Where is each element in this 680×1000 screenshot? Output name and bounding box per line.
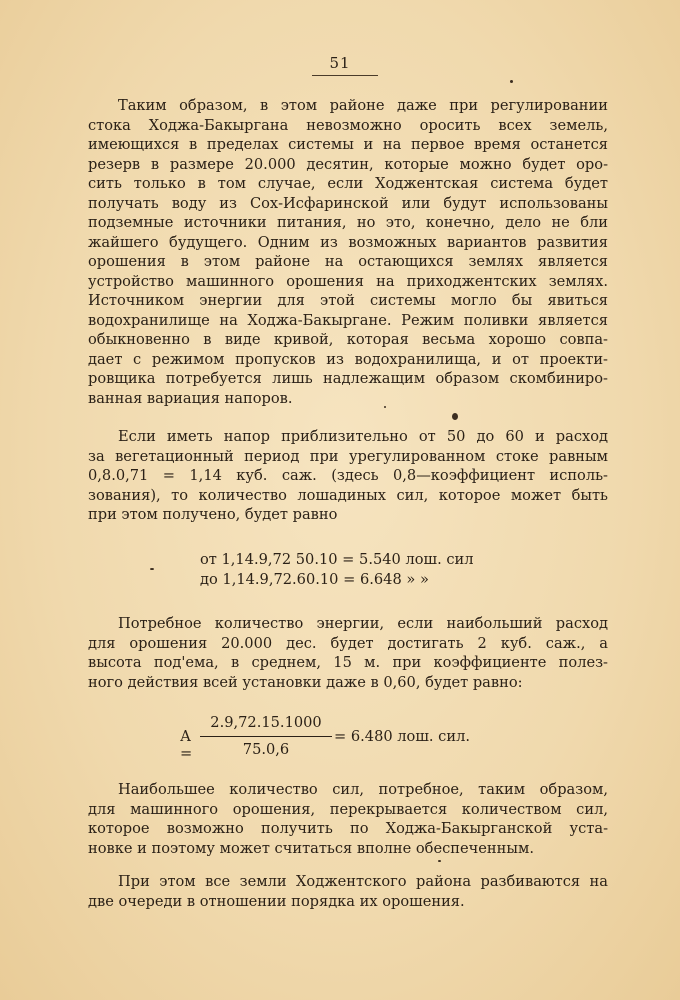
text-line: для машинного орошения, перекрывается количеством сил, [88,800,608,818]
paragraph-5 [88,872,608,911]
text-line: две очереди в отношении порядка их орошения. [88,892,465,910]
text-line: при этом получено, будет равно [88,506,338,523]
print-speck [438,860,441,862]
text-line: зования), то количество лошадиных сил, которое может быть [88,486,608,504]
text-line: обыкновенно в виде кривой, которая весьма хорошо совпа- [88,331,608,348]
formula-line-from: от 1,14.9,72 50.10 = 5.540 лош. сил [200,551,474,568]
text-line: Потребное количество энергии, если наибольший расход [118,615,608,632]
print-speck [452,413,458,420]
text-line: жайшего будущего. Одним из возможных вариантов развития [88,233,608,251]
text-line: стока Ходжа-Бакыргана невозможно оросить всех земель, [88,116,608,134]
fraction-numerator: 2.9,72.15.1000 [210,714,322,731]
text-line: новке и поэтому может считаться вполне обеспеченным. [88,839,534,857]
text-line: 0,8.0,71 = 1,14 куб. саж. (здесь 0,8—коэффициент исполь- [88,467,608,484]
text-line: подземные источники питания, но это, конечно, дело не бли [88,214,608,231]
text-line: водохранилище на Ходжа-Бакыргане. Режим поливки является [88,311,608,329]
paragraph-1 [88,96,608,408]
paragraph-4 [88,780,608,858]
formula-horsepower-range [200,550,474,590]
text-line: резерв в размере 20.000 десятин, которые можно будет оро- [88,155,608,173]
text-line: устройство машинного орошения на приходжентских землях. [88,272,608,290]
text-line: дает с режимом пропусков из водохранилища, и от проекти- [88,350,608,368]
text-line: ровщика потребуется лишь надлежащим образом скомбиниро- [88,370,608,387]
text-line: ного действия всей установки даже в 0,60, будет равно: [88,673,523,691]
text-line: которое возможно получить по Ходжа-Бакырганской уста- [88,820,608,837]
text-line: Таким образом, в этом районе даже при регулировании [118,97,608,114]
text-line: Наибольшее количество сил, потребное, таким образом, [118,781,608,798]
formula-rhs: = 6.480 лош. сил. [334,728,470,745]
page-number: 51 [329,54,351,72]
paragraph-2 [88,427,608,525]
print-speck [150,568,154,570]
print-speck [384,406,386,408]
text-line: сить только в том случае, если Ходжентская система будет [88,175,608,192]
text-line: При этом все земли Ходжентского района разбиваются на [118,873,608,890]
text-line: высота под'ема, в среднем, 15 м. при коэффициенте полез- [88,654,608,671]
paragraph-3 [88,614,608,692]
page-number-rule [312,75,378,76]
fraction-denominator: 75.0,6 [242,741,290,758]
text-line: ванная вариация напоров. [88,389,293,407]
text-line: Источником энергии для этой системы могло бы явиться [88,292,608,309]
print-speck [510,80,513,83]
text-line: получать воду из Сох-Исфаринской или будут использованы [88,194,608,212]
formula-line-to: до 1,14.9,72.60.10 = 6.648 » » [200,571,429,588]
text-line: Если иметь напор приблизительно от 50 до 60 и расход [118,428,608,445]
text-line: для орошения 20.000 дес. будет достигать 2 куб. саж., а [88,634,608,652]
formula-lhs: А = [180,728,193,762]
text-line: орошения в этом районе на остающихся землях является [88,253,608,270]
text-line: имеющихся в пределах системы и на первое время останется [88,136,608,153]
fraction [200,714,332,759]
text-line: за вегетационный период при урегулированном стоке равным [88,447,608,465]
